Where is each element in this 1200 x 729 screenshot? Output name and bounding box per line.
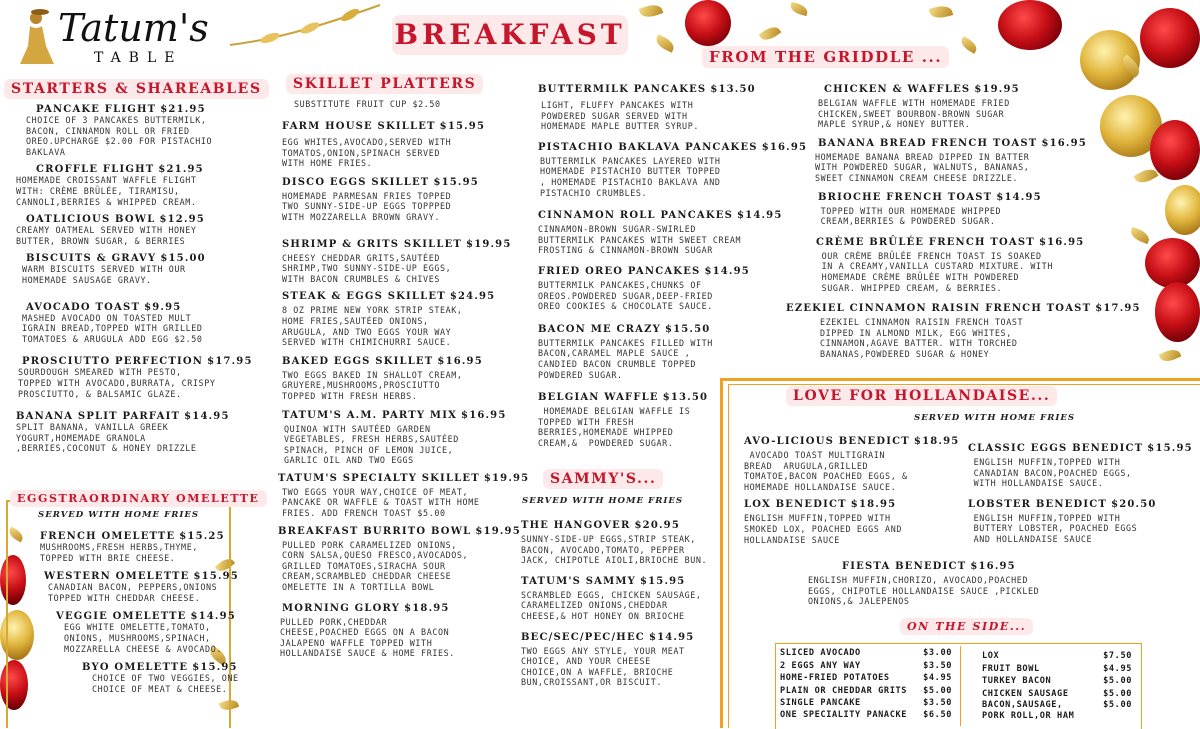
hollandaise-list-left — [744, 436, 964, 545]
menu-item — [538, 266, 778, 312]
from-the-griddle-heading: FROM THE GRIDDLE ... — [702, 46, 949, 68]
side-item-name: LOX — [982, 651, 1000, 661]
brand-name: Tatum's — [58, 6, 209, 50]
menu-item — [282, 121, 517, 169]
red-rose-icon — [0, 660, 28, 710]
item-name: LOBSTER BENEDICT — [968, 498, 1108, 510]
sammys-note: SERVED WITH HOME FRIES — [522, 496, 684, 506]
page-title: BREAKFAST — [392, 15, 628, 55]
item-name: BREAKFAST BURRITO BOWL — [278, 525, 472, 537]
omelette-note: SERVED WITH HOME FRIES — [38, 510, 200, 520]
item-price: $9.95 — [144, 301, 182, 313]
menu-item — [538, 392, 778, 448]
menu-item — [538, 210, 783, 256]
starters-heading: STARTERS & SHAREABLES — [4, 79, 269, 99]
side-item-name: HOME-FRIED POTATOES — [780, 673, 890, 683]
item-name: PANCAKE FLIGHT — [36, 104, 157, 115]
side-item-price: $6.50 — [923, 709, 952, 720]
item-name: BUTTERMILK PANCAKES — [538, 84, 707, 95]
menu-item — [818, 192, 1126, 227]
side-list-right — [982, 650, 1132, 722]
item-name: MORNING GLORY — [282, 602, 401, 614]
item-name: PISTACHIO BAKLAVA PANCAKES — [538, 141, 758, 153]
item-desc: ENGLISH MUFFIN,TOPPED WITH SMOKED LOX, POACHED EGGS AND HOLLANDAISE SAUCE — [744, 513, 902, 545]
gold-leaf-icon — [789, 2, 809, 16]
item-desc: SCRAMBLED EGGS, CHICKEN SAUSAGE, CARAMELIZED ONIONS,CHEDDAR CHEESE,& HOT HONEY ON BRIOCHE — [521, 589, 702, 621]
item-desc: LIGHT, FLUFFY PANCAKES WITH POWDERED SUGAR SERVED WITH HOMEMADE MAPLE BUTTER SYRUP. — [541, 100, 699, 132]
side-item-name: 2 EGGS ANY WAY — [780, 660, 861, 671]
side-item — [780, 697, 952, 710]
side-item — [982, 700, 1132, 711]
griddle-right-list — [786, 84, 1141, 360]
hollandaise-heading: LOVE FOR HOLLANDAISE... — [786, 386, 1057, 406]
item-desc: PULLED PORK,CHEDDAR CHEESE,POACHED EGGS ON A BACON JALAPENO WAFFLE TOPPED WITH HOLLANDAISE SAUCE & HOME FRIES. — [280, 616, 455, 659]
gold-leaf-icon — [959, 36, 980, 54]
gold-leaf-icon — [759, 23, 782, 43]
item-desc: HOMEMADE BANANA BREAD DIPPED IN BATTER WITH POWDERED SUGAR, WALNUTS, BANANAS, SWEET CINNAMON CREAM CHEESE DRIZZLE. — [815, 151, 1030, 183]
item-price: $18.95 — [404, 602, 450, 614]
item-name: THE HANGOVER — [521, 520, 631, 531]
item-price: $14.95 — [996, 191, 1042, 203]
item-desc: BUTTERMILK PANCAKES LAYERED WITH HOMEMADE PISTACHIO BUTTER TOPPED , HOMEMADE PISTACHIO BAKLAVA AND PISTACHIO CRUMBLES. — [540, 155, 721, 198]
item-price: $15.95 — [433, 176, 479, 188]
on-the-side-divider — [960, 646, 961, 726]
item-price: $14.95 — [184, 411, 230, 423]
item-desc: SPLIT BANANA, VANILLA GREEK YOGURT,HOMEMADE GRANOLA ,BERRIES,COCONUT & HONEY DRIZZLE — [16, 422, 197, 454]
item-price: $19.95 — [475, 525, 521, 537]
item-price: $16.95 — [437, 355, 483, 367]
side-item-name: BACON,SAUSAGE, — [982, 700, 1063, 710]
item-price: $15.25 — [179, 531, 225, 542]
menu-item — [521, 520, 721, 566]
item-price: $16.95 — [1041, 137, 1087, 149]
orange-border-line — [728, 384, 1200, 385]
menu-item — [16, 214, 246, 246]
griddle-left-list — [538, 84, 808, 448]
menu-item — [968, 443, 1193, 489]
side-item — [780, 685, 952, 698]
skillet-note: SUBSTITUTE FRUIT CUP $2.50 — [294, 99, 441, 109]
item-price: $16.95 — [761, 141, 808, 153]
side-item-name: SLICED AVOCADO — [780, 648, 861, 658]
gold-leaf-icon — [639, 2, 664, 21]
item-price: $14.95 — [737, 210, 783, 222]
menu-item — [22, 301, 246, 345]
item-price: $15.50 — [664, 323, 711, 335]
red-rose-icon — [998, 0, 1062, 50]
red-rose-icon — [1145, 238, 1200, 288]
menu-item — [818, 84, 1126, 130]
item-price: $19.95 — [974, 84, 1020, 95]
side-item-name: ONE SPECIALITY PANACKE — [780, 709, 908, 720]
item-desc: CANADIAN BACON, PEPPERS,ONIONS TOPPED WITH CHEDDAR CHEESE. — [48, 582, 218, 603]
item-price: $16.95 — [1038, 236, 1085, 248]
menu-item — [22, 253, 246, 285]
item-name: FIESTA BENEDICT — [842, 561, 967, 572]
item-name: BACON ME CRAZY — [538, 323, 661, 335]
gold-leaf-icon — [7, 527, 25, 543]
item-desc: ENGLISH MUFFIN,TOPPED WITH CANADIAN BACON,POACHED EGGS, WITH HOLLANDAISE SAUCE. — [973, 457, 1132, 489]
menu-item — [521, 632, 721, 688]
side-item-price: $3.50 — [923, 698, 952, 708]
side-item-price: $3.50 — [923, 660, 952, 671]
item-name: BYO OMELETTE — [82, 662, 189, 674]
side-item — [780, 672, 952, 685]
menu-item — [26, 104, 246, 157]
item-desc: SUNNY-SIDE-UP EGGS,STRIP STEAK, BACON, AVOCADO,TOMATO, PEPPER JACK, CHIPOTLE AIOLI,BRIOCHE BUN. — [521, 534, 708, 566]
red-rose-icon — [685, 0, 731, 46]
item-price: $18.95 — [913, 436, 960, 447]
item-name: DISCO EGGS SKILLET — [282, 176, 430, 188]
side-item — [982, 675, 1132, 688]
side-item-name: TURKEY BACON — [982, 676, 1052, 686]
item-name: EZEKIEL CINNAMON RAISIN FRENCH TOAST — [786, 303, 1092, 315]
starters-list — [16, 104, 253, 454]
menu-item — [744, 436, 964, 492]
side-item-name: FRUIT BOWL — [982, 663, 1040, 674]
item-name: TATUM'S SPECIALTY SKILLET — [278, 472, 480, 484]
item-name: CROFFLE FLIGHT — [36, 164, 155, 176]
item-name: FRENCH OMELETTE — [40, 531, 176, 542]
item-name: FARM HOUSE SKILLET — [282, 121, 436, 132]
side-item-price: $7.50 — [1103, 651, 1132, 661]
brand-sub: TABLE — [94, 50, 183, 66]
menu-item — [40, 531, 230, 563]
item-name: PROSCIUTTO PERFECTION — [22, 356, 204, 368]
item-price: $15.95 — [1147, 443, 1193, 454]
side-item-price: $5.00 — [1103, 676, 1132, 686]
item-desc: CHEESY CHEDDAR GRITS,SAUTÉED SHRIMP,TWO SUNNY-SIDE-UP EGGS, WITH BACON CRUMBLES & CHIVES — [282, 252, 452, 284]
item-desc: 8 OZ PRIME NEW YORK STRIP STEAK, HOME FRIES,SAUTÉED ONIONS, ARUGULA, AND TWO EGGS YOUR WAY SERVED WITH CHIMICHURRI SAUCE. — [282, 305, 463, 348]
item-name: STEAK & EGGS SKILLET — [282, 291, 446, 303]
hollandaise-list-right — [968, 443, 1193, 545]
item-desc: TWO EGGS YOUR WAY,CHOICE OF MEAT, PANCAKE OR WAFFLE & TOAST WITH HOME FRIES. ADD FRENCH TOAST $5.00 — [282, 486, 480, 519]
side-item — [982, 650, 1132, 663]
gold-leaf-icon — [654, 34, 677, 52]
item-desc: QUINOA WITH SAUTÉED GARDEN VEGETABLES, FRESH HERBS,SAUTÉED SPINACH, PINCH OF LEMON JUICE, GARLIC OIL AND TWO EGGS — [284, 423, 459, 466]
side-item — [982, 688, 1132, 701]
item-name: TATUM'S SAMMY — [521, 575, 636, 587]
item-desc: TOPPED WITH OUR HOMEMADE WHIPPED CREAM,BERRIES & POWDERED SUGAR. — [820, 205, 1002, 227]
item-desc: MASHED AVOCADO ON TOASTED MULT IGRAIN BREAD,TOPPED WITH GRILLED TOMATOES & ARUGULA ADD EGG $2.50 — [22, 312, 203, 344]
menu-item — [815, 137, 1126, 184]
item-name: AVOCADO TOAST — [26, 301, 141, 313]
item-desc: SOURDOUGH SMEARED WITH PESTO, TOPPED WITH AVOCADO,BURRATA, CRISPY PROSCIUTTO, & BALSAMIC GLAZE. — [18, 367, 216, 399]
item-name: CLASSIC EGGS BENEDICT — [968, 443, 1144, 454]
gold-leaf-icon — [1159, 346, 1182, 364]
menu-item — [278, 525, 521, 593]
menu-item — [16, 411, 246, 454]
side-item-name: SINGLE PANCAKE — [780, 698, 861, 708]
menu-item — [16, 164, 246, 207]
item-price: $16.95 — [461, 409, 507, 421]
menu-item — [744, 499, 964, 545]
item-name: SHRIMP & GRITS SKILLET — [282, 238, 463, 250]
item-desc: ENGLISH MUFFIN,CHORIZO, AVOCADO,POACHED EGGS, CHIPOTLE HOLLANDAISE SAUCE ,PICKLED ONIONS,& JALEPENOS — [808, 575, 1040, 607]
menu-item — [56, 611, 236, 654]
item-price: $24.95 — [449, 291, 496, 303]
menu-item — [538, 141, 808, 198]
item-desc: BUTTERMILK PANCAKES,CHUNKS OF OREOS.POWDERED SUGAR,DEEP-FRIED OREO COOKIES & CHOCOLATE SAUCE. — [538, 279, 713, 312]
item-desc: HOMEMADE CROISSANT WAFFLE FLIGHT WITH: CRÈME BRÛLÉE, TIRAMISU, CANNOLI,BERRIES & WHIPPED CREAM. — [16, 175, 197, 207]
item-desc: CHOICE OF TWO VEGGIES, CHOICE OF MEAT & CHEESE. — [92, 673, 228, 694]
skillet-list — [278, 121, 530, 659]
menu-item — [82, 662, 238, 694]
item-price: $12.95 — [159, 214, 205, 226]
item-price: $14.95 — [704, 265, 750, 277]
item-price: $15.95 — [439, 121, 486, 132]
item-name: BANANA BREAD FRENCH TOAST — [818, 137, 1038, 149]
item-desc: AVOCADO TOAST MULTIGRAIN BREAD ARUGULA,GRILLED TOMATOE,BACON POACHED EGGS, & HOMEMADE HOLLANDAISE SAUCE. — [744, 450, 908, 492]
side-item-price: $5.00 — [1103, 700, 1132, 710]
hollandaise-list-center — [808, 561, 1108, 607]
gold-border-line — [6, 500, 8, 728]
item-name: CINNAMON ROLL PANCAKES — [538, 210, 733, 222]
item-name: BEC/SEC/PEC/HEC — [521, 631, 645, 643]
item-price: $20.95 — [634, 520, 680, 531]
item-name: WESTERN OMELETTE — [44, 571, 190, 583]
item-price: $19.95 — [466, 238, 512, 250]
item-price: $21.95 — [160, 104, 206, 115]
omelette-heading: EGGSTRAORDINARY OMELETTE — [10, 490, 267, 507]
menu-item — [282, 603, 517, 659]
hollandaise-note: SERVED WITH HOME FRIES — [914, 413, 1076, 423]
item-desc: CHOICE OF 3 PANCAKES BUTTERMILK, BACON, CINNAMON ROLL OR FRIED OREO.UPCHARGE $2.00 FOR PISTACHIO BAKLAVA — [26, 115, 213, 157]
item-name: VEGGIE OMELETTE — [56, 611, 187, 623]
side-item-price: $4.95 — [923, 673, 952, 683]
item-price: $18.95 — [850, 499, 897, 511]
item-price: $17.95 — [1095, 303, 1141, 315]
menu-item — [808, 561, 1108, 607]
item-price: $16.95 — [970, 561, 1016, 572]
side-item-price: $4.95 — [1103, 663, 1132, 674]
omelette-list — [30, 531, 239, 694]
side-item — [780, 647, 952, 660]
side-item-name: PORK ROLL,OR HAM — [982, 711, 1075, 721]
menu-item — [538, 84, 778, 132]
item-desc: PULLED PORK CARAMELIZED ONIONS, CORN SALSA,QUESO FRESCO,AVOCADOS, GRILLED TOMATOES,SIRACHA SOUR CREAM,SCRAMBLED CHEDDAR CHEESE OMELETTE IN A TORTILLA BOWL — [282, 539, 469, 593]
side-item — [780, 660, 952, 673]
menu-item — [282, 177, 517, 223]
item-price: $15.95 — [639, 575, 686, 587]
menu-item — [282, 239, 517, 285]
red-rose-icon — [1140, 8, 1200, 68]
item-name: LOX BENEDICT — [744, 499, 847, 511]
menu-item — [521, 576, 721, 622]
side-item — [780, 710, 952, 720]
item-price: $15.95 — [192, 662, 238, 674]
item-price: $15.00 — [160, 253, 206, 265]
item-desc: TWO EGGS ANY STYLE, YOUR MEAT CHOICE, AND YOUR CHEESE CHOICE,ON A WAFFLE, BRIOCHE BUN,CROISSANT,OR BISCUIT. — [521, 645, 685, 688]
item-name: BISCUITS & GRAVY — [26, 253, 157, 265]
item-desc: HOMEMADE PARMESAN FRIES TOPPED TWO SUNNY-SIDE-UP EGGS TOPPPED WITH MOZZARELLA BROWN GRAVY. — [282, 190, 452, 222]
gold-leaf-icon — [1129, 227, 1152, 244]
item-price: $15.95 — [193, 571, 239, 583]
red-rose-icon — [1155, 282, 1200, 342]
item-desc: CINNAMON-BROWN SUGAR-SWIRLED BUTTERMILK PANCAKES WITH SWEET CREAM FROSTING & CINNAMON-BROWN SUGAR — [538, 224, 742, 256]
skillet-heading: SKILLET PLATTERS — [286, 74, 483, 94]
item-name: FRIED OREO PANCAKES — [538, 265, 701, 277]
menu-item — [538, 324, 778, 380]
menu-item — [282, 410, 517, 466]
menu-item — [18, 356, 253, 399]
item-desc: EGG WHITES,AVOCADO,SERVED WITH TOMATOS,ONION,SPINACH SERVED WITH HOME FRIES. — [282, 137, 452, 169]
item-desc: CREAMY OATMEAL SERVED WITH HONEY BUTTER, BROWN SUGAR, & BERRIES — [16, 225, 197, 246]
menu-item — [44, 571, 239, 603]
item-desc: MUSHROOMS,FRESH HERBS,THYME, TOPPED WITH BRIE CHEESE. — [40, 542, 198, 563]
side-item-name: CHICKEN SAUSAGE — [982, 688, 1069, 699]
item-desc: TWO EGGS BAKED IN SHALLOT CREAM, GRUYERE,MUSHROOMS,PROSCIUTTO TOPPED WITH FRESH HERBS. — [282, 369, 463, 401]
gold-leaf-icon — [929, 3, 953, 20]
item-price: $20.50 — [1111, 498, 1157, 510]
item-name: BANANA SPLIT PARFAIT — [16, 411, 181, 423]
item-price: $19.95 — [483, 472, 530, 484]
item-price: $17.95 — [207, 356, 253, 368]
gold-rose-icon — [1165, 185, 1200, 235]
item-desc: BUTTERMILK PANCAKES FILLED WITH BACON,CARAMEL MAPLE SAUCE , CANDIED BACON CRUMBLE TOPPED POWDERED SUGAR. — [538, 337, 713, 380]
item-name: CHICKEN & WAFFLES — [824, 84, 971, 95]
item-desc: ENGLISH MUFFIN,TOPPED WITH BUTTERY LOBSTER, POACHED EGGS AND HOLLANDAISE SAUCE — [973, 512, 1138, 544]
side-item — [982, 663, 1132, 676]
side-item-price: $5.00 — [923, 685, 952, 696]
item-desc: EZEKIEL CINNAMON RAISIN FRENCH TOAST DIPPED IN ALMOND MILK, EGG WHITES, CINNAMON,AGAVE BATTER. WITH TORCHED BANANAS,POWDERED SUGAR & HONEY — [820, 317, 1024, 359]
item-name: CRÈME BRÛLÉE FRENCH TOAST — [816, 236, 1035, 248]
red-rose-icon — [1150, 120, 1200, 180]
on-the-side-heading: ON THE SIDE... — [900, 618, 1033, 635]
menu-item — [968, 499, 1193, 545]
side-item-price: $5.00 — [1103, 688, 1132, 699]
item-name: BAKED EGGS SKILLET — [282, 355, 434, 367]
side-item — [982, 711, 1132, 722]
item-price: $13.50 — [710, 84, 756, 95]
sammys-list — [521, 520, 721, 688]
orange-border-line — [720, 378, 1200, 381]
item-name: BRIOCHE FRENCH TOAST — [818, 191, 993, 203]
menu-item — [278, 472, 530, 519]
logo — [6, 4, 246, 70]
item-desc: EGG WHITE OMELETTE,TOMATO, ONIONS, MUSHROOMS,SPINACH, MOZZARELLA CHEESE & AVOCADO. — [64, 622, 222, 654]
menu-item — [816, 237, 1126, 293]
item-price: $14.95 — [190, 611, 236, 623]
sammys-heading: SAMMY'S... — [543, 469, 663, 489]
gold-branch-top-left-icon — [230, 0, 390, 60]
item-desc: OUR CRÈME BRÛLÉE FRENCH TOAST IS SOAKED IN A CREAMY,VANILLA CUSTARD MIXTURE. WITH HOMEMADE CRÈME BRÛLÉE WITH POWDERED SUGAR. WHIPPED CREAM, & BERRIES. — [821, 250, 1053, 293]
item-desc: BELGIAN WAFFLE WITH HOMEMADE FRIED CHICKEN,SWEET BOURBON-BROWN SUGAR MAPLE SYRUP,& HONEY BUTTER. — [818, 98, 1010, 130]
item-desc: HOMEMADE BELGIAN WAFFLE IS TOPPED WITH FRESH BERRIES,HOMEMADE WHIPPED CREAM,& POWDERED SUGAR. — [538, 406, 691, 448]
menu-item — [282, 291, 517, 347]
menu-item — [786, 303, 1141, 359]
item-name: TATUM'S A.M. PARTY MIX — [282, 409, 458, 421]
item-price: $21.95 — [158, 164, 204, 176]
item-name: BELGIAN WAFFLE — [538, 392, 659, 404]
side-list-left — [780, 647, 952, 720]
side-item-price: $3.00 — [923, 648, 952, 658]
woman-silhouette-icon — [10, 8, 58, 66]
red-rose-icon — [0, 555, 26, 605]
menu-item — [282, 356, 517, 402]
item-price: $14.95 — [648, 631, 695, 643]
item-desc: WARM BISCUITS SERVED WITH OUR HOMEMADE SAUSAGE GRAVY. — [22, 264, 186, 285]
item-price: $13.50 — [662, 392, 709, 404]
item-name: AVO-LICIOUS BENEDICT — [744, 436, 910, 447]
side-item-name: PLAIN OR CHEDDAR GRITS — [780, 685, 908, 696]
item-name: OATLICIOUS BOWL — [26, 214, 156, 226]
